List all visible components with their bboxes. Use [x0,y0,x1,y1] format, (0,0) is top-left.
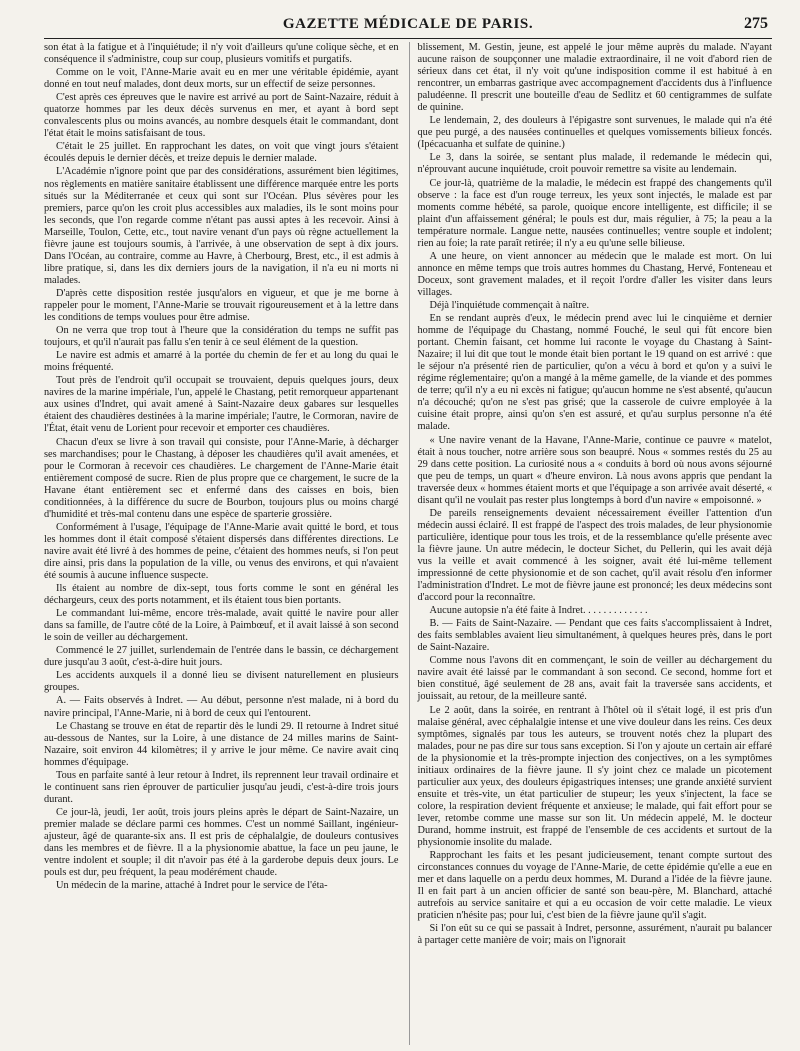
paragraph: Conformément à l'usage, l'équipage de l'Anne-Marie avait quitté le bord, et tous les hommes dont il était composé s'étaient dispersés dans différentes directions. Le navire avait été livré à des hommes de peine, c'étaient des hommes neufs, si l'on peut dire ainsi, pris dans la population de la ville, ou venus des environs, et qui n'avaient été soumis à aucune influence suspecte. [44,521,399,582]
paragraph: Le 3, dans la soirée, se sentant plus malade, il redemande le médecin qui, n'éprouvant aucune inquiétude, croit pouvoir remettre sa visite au lendemain. [417,152,772,176]
paragraph: blissement, M. Gestin, jeune, est appelé le jour même auprès du malade. N'ayant aucune raison de soupçonner une maladie extraordinaire, il ne voit d'abord rien de sérieux dans cet état, il n'y voit qu'une indisposition comme il est habitué à en rencontrer, un embarras gastrique avec accompagnement d'accidents dus à l'influence paludéenne. Il prescrit une bouteille d'eau de Sedlitz et 60 centigrammes de sulfate de quinine. [417,42,772,114]
quote-paragraph: « Une navire venant de la Havane, l'Anne-Marie, continue ce pauvre « matelot, était à nous toucher, notre arrière sous son beaupré. Nous « sommes restés du 25 au 29 dans cette position. La curiosité nous a « conduits à bord où nous avons séjourné que peu de temps, un quart « d'heure environ. Là nous avons appris que pendant la traversée deux « hommes étaient morts et que l'équipage a son arrivée avait déserté, « disant qu'il ne voulait pas rester plus longtemps à bord d'un navire « empoisonné. » [417,434,772,506]
paragraph: De pareils renseignements devaient nécessairement éveiller l'attention d'un médecin aussi éclairé. Il est frappé de l'aspect des trois malades, de leur physionomie particulière, identique pour tous les trois, et de la ressemblance qu'elle présente avec la fièvre jaune. Un autre médecin, le docteur Sichet, du Pellerin, qui les avait déjà vus la veille et avait commencé à les soigner, avait été lui-même tellement impressionné de cette physionomie et de son cachet, qu'il avait résolu d'en informer l'administration d'Indret. Le mot de fièvre jaune est prononcé; les deux médecins sont d'accord pour la reconnaître. [417,507,772,604]
journal-title: GAZETTE MÉDICALE DE PARIS. [282,16,534,32]
paragraph: Le Chastang se trouve en état de repartir dès le lundi 29. Il retourne à Indret situé au-dessous de Nantes, sur la Loire, à une distance de 24 milles marins de Saint-Nazaire, soit environ 44 kilomètres; il y arrive le jour même. Ce navire avait cinq hommes d'équipage. [44,720,399,768]
paragraph: Comme on le voit, l'Anne-Marie avait eu en mer une véritable épidémie, ayant donné en tout neuf malades, dont deux morts, sur un effectif de seize personnes. [44,67,399,91]
paragraph: Déjà l'inquiétude commençait à naître. [429,299,590,311]
paragraph: Les accidents auxquels il a donné lieu se divisent naturellement en plusieurs groupes. [44,670,399,694]
paragraph: Le commandant lui-même, encore très-malade, avait quitté le navire pour aller dans sa famille, de l'autre côté de la Loire, à Paimbœuf, et il avait laissé à son second le soin de veiller au déchargement. [44,608,399,644]
left-column [44,42,399,1045]
page-header [44,14,772,39]
section-heading-paragraph: A. — Faits observés à Indret. — Au début, personne n'est malade, ni à bord du navire principal, l'Anne-Marie, ni à bord de ceux qui l'entourent. [44,695,399,719]
paragraph: Ils étaient au nombre de dix-sept, tous forts comme le sont en général les déchargeurs, ceux des ports notamment, et ils étaient tous bien portants. [44,583,399,607]
paragraph: C'était le 25 juillet. En rapprochant les dates, on voit que vingt jours s'étaient écoulés depuis le dernier décès, et treize depuis le dernier malade. [44,141,399,165]
paragraph: L'Académie n'ignore point que par des considérations, assurément bien légitimes, nos règlements en matière sanitaire établissent une différence marquée entre les ports situés sur la Méditerranée et ceux qui sont sur l'Océan. Plus sévères pour les premiers, parce qu'on les croit plus accessibles aux maladies, ils le sont moins pour les seconds, que l'on regarde comme n'étant pas aussi aptes à les recevoir. Ainsi à Marseille, Toulon, Cette, etc., tout navire venant d'un pays où règne actuellement la fièvre jaune est toujours soumis, à l'arrivée, à une observation de sept à dix jours. Dans l'Océan, au contraire, comme au Havre, à Cherbourg, Brest, etc., il est admis à libre pratique, si, dans les dix derniers jours de la navigation, il n'a eu ni morts ni malades. [44,166,399,286]
paragraph: Tous en parfaite santé à leur retour à Indret, ils reprennent leur travail ordinaire et le continuent sans rien éprouver de particulier jusqu'au jeudi, c'est-à-dire trois jours durant. [44,769,399,805]
paragraph: Rapprochant les faits et les pesant judicieusement, tenant compte surtout des circonstances connues du voyage de l'Anne-Marie, de cette épidémie qu'elle a eue en mer et dans laquelle on a perdu deux hommes, M. Durand a l'idée de la fièvre jaune. Il en fait part à un ancien officier de santé son beau-père, M. Blanchard, attaché autrefois au service sanitaire et qui a eu occasion de voir cette maladie. Le vieux praticien n'hésite pas; pour lui, c'est bien de la fièvre jaune qu'il s'agit. [417,850,772,922]
text-columns [44,42,772,1045]
paragraph: C'est après ces épreuves que le navire est arrivé au port de Saint-Nazaire, réduit à quatorze hommes par les deux décès survenus en mer, et ayant à bord sept convalescents plus ou moins avancés, au nombre desquels était le commandant, dont l'état était le moins satisfaisant de tous. [44,92,399,140]
page-number: 275 [744,15,768,32]
right-column [409,42,773,1045]
paragraph: Aucune autopsie n'a été faite à Indret. . . . . . . . . . . . . [429,605,648,617]
paragraph: Commencé le 27 juillet, surlendemain de l'entrée dans le bassin, ce déchargement dure jusqu'au 3 août, c'est-à-dire huit jours. [44,645,399,669]
paragraph: Le navire est admis et amarré à la portée du chemin de fer et au long du quai le moins fréquenté. [44,350,399,374]
paragraph: son état à la fatigue et à l'inquiétude; il n'y voit d'ailleurs qu'une colique sèche, et en conséquence il s'administre, coup sur coup, plusieurs vomitifs et purgatifs. [44,42,399,66]
paragraph: Chacun d'eux se livre à son travail qui consiste, pour l'Anne-Marie, à décharger ses marchandises; pour le Chastang, à déposer les chaudières qu'il avait amenées, et pour le Cormoran à recevoir ces chaudières. Le chargement de l'Anne-Marie était entièrement composé de sucre. Rien de plus propre que ce chargement, le sucre de la Havane étant entièrement sec et enfermé dans des caisses en bois, bien conditionnées, à la différence du sucre de Bourbon, toujours plus ou moins chargé d'humidité et très-mal contenu dans une espèce de sparterie grossière. [44,436,399,520]
paragraph: On ne verra que trop tout à l'heure que la considération du temps ne suffit pas toujours, et qu'il n'aurait pas fallu s'en tenir à ce seul élément de la question. [44,325,399,349]
paragraph: Comme nous l'avons dit en commençant, le soin de veiller au déchargement du navire avait été laissé par le commandant à son second. Ce second, homme fort et bien constitué, âgé seulement de 28 ans, avait fait la traversée sans accidents, et jouissait, au retour, de la meilleure santé. [417,655,772,703]
paragraph: D'après cette disposition restée jusqu'alors en vigueur, et que je me borne à rappeler pour le moment, l'Anne-Marie se trouvait rigoureusement et à la lettre dans les conditions de temps voulues pour être admise. [44,287,399,324]
paragraph: Le 2 août, dans la soirée, en rentrant à l'hôtel où il s'était logé, il est pris d'un malaise général, avec céphalalgie intense et une vive douleur dans les reins. Ces deux symptômes, signalés par tous les auteurs, se trouvent notés chez la plupart des malades, pour ne pas dire sur tous sans exception. Si l'on y ajoute un certain air effaré de la physionomie et la très-prompte injection des conjectives, on a les symptômes initiaux ordinaires de la fièvre jaune. Il s'y joint chez ce malade un picotement particulier aux yeux, des douleurs épigastriques intenses; une grande anxiété survient ensuite et très-vite, un état particulier de stupeur; les yeux s'injectent, la face se colore, la respiration devient fréquente et anxieuse; le malade, qui fait effort pour se lever, retombe comme une masse sur son lit. Un médecin appelé, M. le docteur Durand, homme instruit, est frappé de l'ensemble de ces accidents et surtout de la physionomie insolite du malade. [417,704,772,849]
paragraph: Ce jour-là, quatrième de la maladie, le médecin est frappé des changements qu'il observe : la face est d'un rouge terreux, les yeux sont injectés, le malade est par moments comme hébété, sa parole, quoique encore intelligente, est difficile; il se plaint d'un affaissement général; le pouls est dur, mais régulier, à 75; la peau a la température normale. Langue nette, nausées continuelles; ventre souple et indolent; rien au foie; la rate paraît retirée; il n'y a eu qu'une selle bilieuse. [417,177,772,249]
paragraph: Le lendemain, 2, des douleurs à l'épigastre sont survenues, le malade qui n'a été que peu purgé, a des nausées continuelles et quelques vomissements bilieux foncés. (Ipécacuanha et sulfate de quinine.) [417,115,772,151]
paragraph: Un médecin de la marine, attaché à Indret pour le service de l'éta- [56,880,328,892]
paragraph: A une heure, on vient annoncer au médecin que le malade est mort. On lui annonce en même temps que trois autres hommes du Chastang, Hervé, Fonteneau et Doceux, sont gravement malades, et il reçoit l'ordre d'aller les visiter dans leurs villages. [417,250,772,298]
paragraph: Si l'on eût su ce qui se passait à Indret, personne, assurément, n'aurait pu balancer à partager cette manière de voir; mais on l'ignorait [417,923,772,947]
paragraph: Ce jour-là, jeudi, 1er août, trois jours pleins après le départ de Saint-Nazaire, un premier malade se déclare parmi ces hommes. C'est un nommé Saillant, ingénieur-ajusteur, âgé de quarante-six ans. Il est pris de céphalalgie, de douleurs contusives dans les membres et de fièvre. Il a la physionomie abattue, la face un peu jaune, le ventre indolent et souple; il dit n'avoir pas été à la garderobe depuis deux jours. Le pouls est dur, peu fréquent, la peau modérément chaude. [44,806,399,879]
paragraph: En se rendant auprès d'eux, le médecin prend avec lui le cinquième et dernier homme de l'équipage du Chastang, nommé Fouché, le seul qui fût encore bien portant. Chemin faisant, cet homme lui raconte le voyage du Chastang à Saint-Nazaire; il lui dit que tout le monde était bien portant le 19 quand on est arrivé : que le séjour n'a présenté rien de particulier, qu'on a vécu à bord et qu'on y a suivi le régime réglementaire; qu'on a mangé à la même gamelle, de la viande et des pommes de terre; qu'il n'y a eu ni excès ni fatigue; qu'aucun homme ne s'est absenté, qu'aucun n'a découché; qu'on ne s'est pas grisé; que la casserole de cuivre employée à la cuisine était propre, ainsi qu'on s'en est assuré, et qu'au surplus personne n'a été malade. [417,313,772,433]
section-heading-paragraph: B. — Faits de Saint-Nazaire. — Pendant que ces faits s'accomplissaient à Indret, des faits semblables avaient lieu simultanément, à quelques heures près, dans le port de Saint-Nazaire. [417,618,772,654]
paragraph: Tout près de l'endroit qu'il occupait se trouvaient, depuis quelques jours, deux navires de la marine impériale, l'un, appelé le Chastang, petit remorqueur appartenant aux usines d'Indret, qui avait amené à Saint-Nazaire deux gabares sur lesquelles étaient des chaudières destinées à la marine impériale; l'autre, le Cormoran, navire de l'État, était venu de Lorient pour recevoir et emporter ces chaudières. [44,375,399,435]
